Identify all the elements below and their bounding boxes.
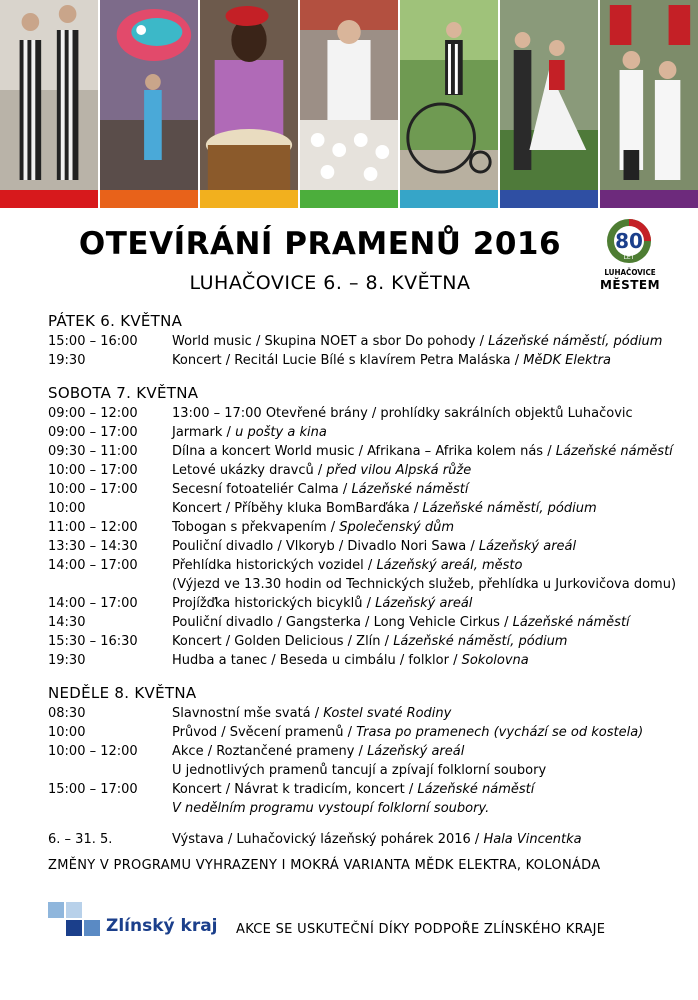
event-description [172,704,688,723]
program-changes-note: ZMĚNY V PROGRAMU VYHRAZENY I MOKRÁ VARIANTA MĚDK ELEKTRA, KOLONÁDA [48,858,601,873]
program-schedule [48,310,688,849]
event-title: Pouliční divadlo / Vlkoryb / Divadlo Nori Sawa / [172,539,479,554]
event-description [172,537,688,556]
event-description [172,761,688,780]
event-description [172,556,688,575]
event-row [48,594,688,613]
event-title: U jednotlivých pramenů tancují a zpívají folklorní soubory [172,763,547,778]
event-title: Koncert / Golden Delicious / Zlín / [172,634,394,649]
event-row [48,499,688,518]
event-venue: Kostel svaté Rodiny [323,706,452,721]
event-row [48,423,688,442]
event-description [172,480,688,499]
photo-color-bar [100,190,198,208]
event-venue: Lázeňské náměstí, pódium [422,501,597,516]
event-title: Akce / Roztančené prameny / [172,744,368,759]
event-description [172,442,688,461]
anniversary-mestem: MĚSTEM [599,278,661,292]
event-time: 6. – 31. 5. [48,832,113,847]
event-description [172,742,688,761]
event-title: Přehlídka historických vozidel / [172,558,377,573]
event-row [48,575,688,594]
event-description [172,830,688,849]
event-time: 19:30 [48,653,86,668]
event-venue: Lázeňský areál [375,596,473,611]
anniversary-logo [598,218,662,298]
photo-color-bar [400,190,498,208]
photo-color-bar [500,190,598,208]
event-time: 15:30 – 16:30 [48,634,138,649]
event-venue: před vilou Alpská růže [326,463,472,478]
event-row [48,651,688,670]
anniversary-city: LUHAČOVICE [604,268,656,277]
event-title: Letové ukázky dravců / [172,463,327,478]
anniversary-years: LET [623,254,635,261]
event-description [172,651,688,670]
event-venue: V nedělním programu vystoupí folklorní soubory. [172,801,490,816]
event-description [172,632,688,651]
event-time: 10:00 [48,725,86,740]
zlinsky-kraj-name: Zlínský kraj [106,916,218,936]
event-description [172,332,688,351]
event-time: 19:30 [48,353,86,368]
event-title: Koncert / Návrat k tradicím, koncert / [172,782,418,797]
event-time: 08:30 [48,706,86,721]
event-time: 14:00 – 17:00 [48,558,138,573]
event-time: 10:00 [48,501,86,516]
day-heading: PÁTEK 6. KVĚTNA [48,312,183,330]
event-time [48,575,172,594]
event-description [172,594,688,613]
event-row [48,780,688,799]
event-title: Pouliční divadlo / Gangsterka / Long Vehicle Cirkus / [172,615,513,630]
photo-strip [0,0,698,208]
event-row [48,613,688,632]
event-row [48,518,688,537]
event-row [48,404,688,423]
event-row [48,461,688,480]
event-row [48,704,688,723]
event-row [48,351,688,370]
event-description [172,461,688,480]
event-row [48,742,688,761]
event-row [48,556,688,575]
penny-farthing-photo [400,0,498,208]
event-title: Secesní fotoateliér Calma / [172,482,352,497]
day-heading: SOBOTA 7. KVĚTNA [48,384,199,402]
event-time: 09:30 – 11:00 [48,444,138,459]
event-title: Slavnostní mše svatá / [172,706,324,721]
event-title: Koncert / Příběhy kluka BomBarďáka / [172,501,423,516]
event-row [48,799,688,818]
event-title: Průvod / Svěcení pramenů / [172,725,357,740]
page-subtitle: LUHAČOVICE 6. – 8. KVĚTNA [189,272,471,294]
event-venue: Lázeňské náměstí [417,782,535,797]
event-venue: Trasa po pramenech (vychází se od kostela) [356,725,644,740]
event-description [172,723,688,742]
anniversary-number: 80 [615,229,643,253]
event-time: 13:30 – 14:30 [48,539,138,554]
event-description [172,499,688,518]
event-venue: u pošty a kina [235,425,327,440]
event-time: 10:00 – 17:00 [48,482,138,497]
event-venue: Lázeňské náměstí [555,444,673,459]
event-time: 15:00 – 16:00 [48,334,138,349]
event-row [48,830,688,849]
photo-color-bar [0,190,98,208]
event-time: 10:00 – 17:00 [48,463,138,478]
event-description [172,575,688,594]
event-description [172,613,688,632]
event-time: 09:00 – 12:00 [48,406,138,421]
event-time: 15:00 – 17:00 [48,782,138,797]
event-time: 09:00 – 17:00 [48,425,138,440]
drummer-photo [200,0,298,208]
photo-color-bar [600,190,698,208]
event-time: 10:00 – 12:00 [48,744,138,759]
porcelain-seller-photo [300,0,398,208]
event-venue: Společenský dům [339,520,455,535]
event-row [48,537,688,556]
sponsor-support-text: AKCE SE USKUTEČNÍ DÍKY PODPOŘE ZLÍNSKÉHO KRAJE [236,922,606,937]
event-venue: Lázeňské náměstí, pódium [488,334,663,349]
event-time [48,761,172,780]
page-title: OTEVÍRÁNÍ PRAMENŮ 2016 [78,226,562,262]
zlinsky-kraj-logo [48,902,238,942]
folk-dancers-photo [500,0,598,208]
event-title: World music / Skupina NOET a sbor Do pohody / [172,334,489,349]
event-venue: MěDK Elektra [523,353,611,368]
event-title: 13:00 – 17:00 Otevřené brány / prohlídky sakrálních objektů Luhačovic [172,406,633,421]
event-description [172,780,688,799]
photo-color-bar [300,190,398,208]
event-row [48,761,688,780]
event-venue: Lázeňský areál, město [376,558,523,573]
event-venue: Lázeňské náměstí, pódium [393,634,568,649]
event-time: 14:30 [48,615,86,630]
event-venue: Lázeňský areál [478,539,577,554]
event-description [172,351,688,370]
event-venue: Lázeňské náměstí [351,482,469,497]
event-title: (Výjezd ve 13.30 hodin od Technických služeb, přehlídka u Jurkovičova domu) [172,577,677,592]
section-gap [48,818,688,830]
dragon-puppet-photo [100,0,198,208]
event-title: Jarmark / [172,425,236,440]
procession-photo [600,0,698,208]
event-title: Výstava / Luhačovický lázeňský pohárek 2016 / [172,832,484,847]
event-title: Tobogan s překvapením / [172,520,340,535]
event-description [172,423,688,442]
anniversary-badge-icon [606,218,652,264]
event-row [48,442,688,461]
event-venue: Sokolovna [461,653,529,668]
event-venue: Lázeňské náměstí [512,615,630,630]
day-heading: NEDĚLE 8. KVĚTNA [48,684,197,702]
event-title: Koncert / Recitál Lucie Bílé s klavírem Petra Maláska / [172,353,524,368]
event-time: 11:00 – 12:00 [48,520,138,535]
event-title: Hudba a tanec / Beseda u cimbálu / folklor / [172,653,462,668]
stilt-walkers-photo [0,0,98,208]
event-venue: Hala Vincentka [483,832,582,847]
event-row [48,480,688,499]
event-description [172,518,688,537]
event-description [172,404,688,423]
event-time: 14:00 – 17:00 [48,596,138,611]
photo-color-bar [200,190,298,208]
event-time [48,799,172,818]
event-row [48,723,688,742]
event-row [48,632,688,651]
event-title: Dílna a koncert World music / Afrikana – Afrika kolem nás / [172,444,556,459]
event-venue: Lázeňský areál [367,744,465,759]
section-gap [48,370,688,382]
event-row [48,332,688,351]
zlinsky-kraj-squares-icon [48,902,104,942]
event-description [172,799,688,818]
section-gap [48,670,688,682]
event-title: Projížďka historických bicyklů / [172,596,376,611]
